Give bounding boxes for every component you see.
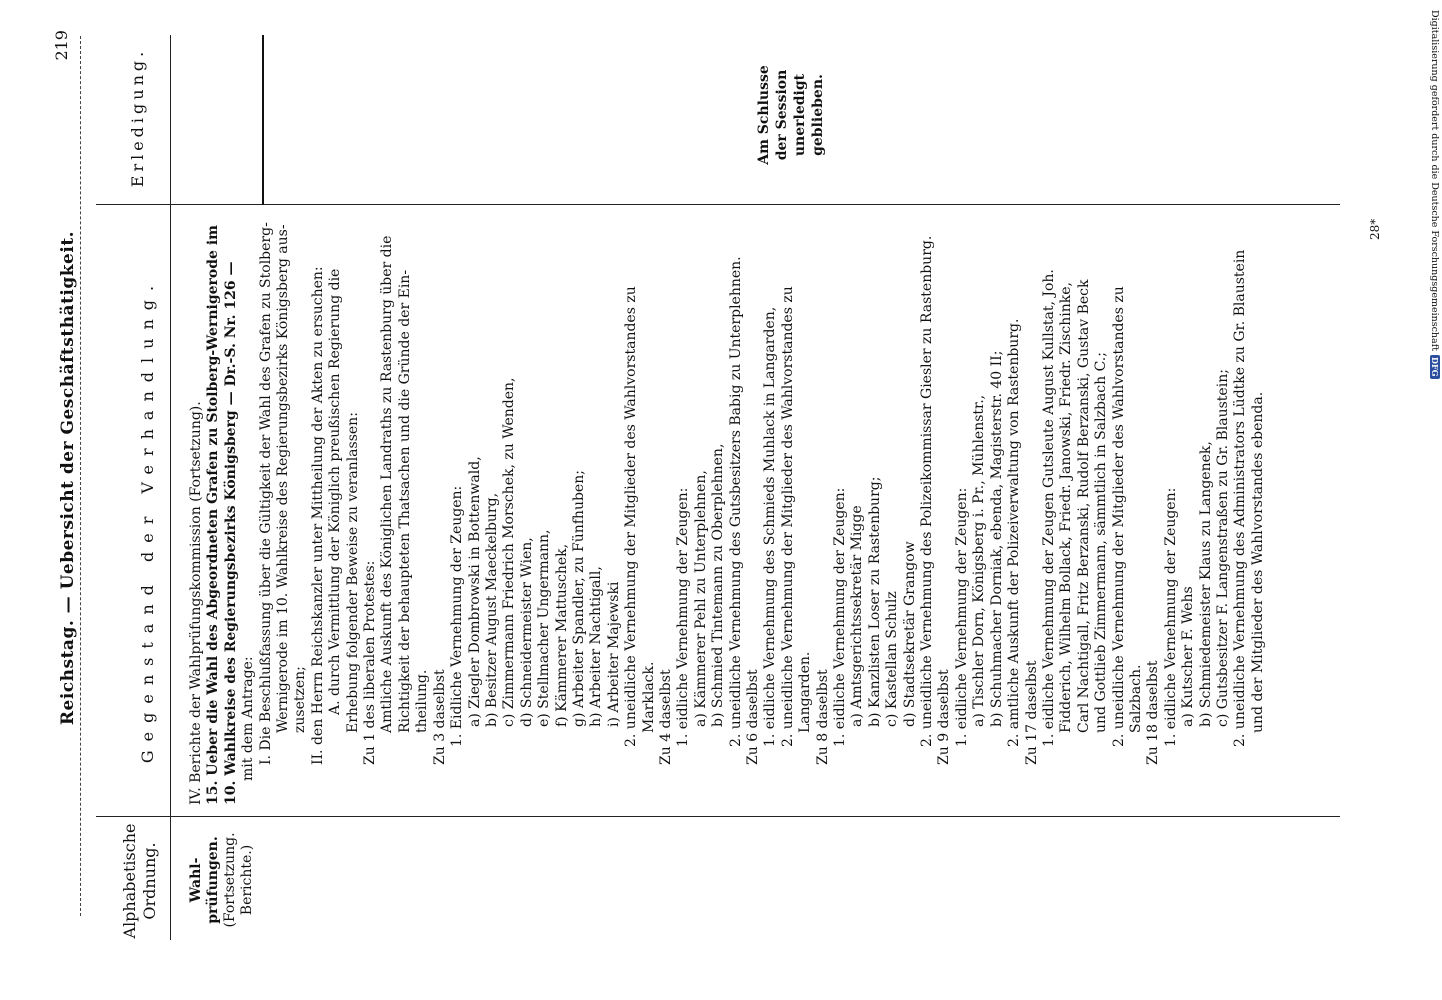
text-line: Salzbach. [1127, 664, 1144, 733]
column-header-right: Erledigung. [128, 47, 147, 188]
text-line: Zu 18 daselbst [1145, 660, 1162, 765]
text-line: Zu 17 daselbst [1023, 660, 1040, 765]
right-entry-line: Am Schlusse [756, 65, 772, 165]
text-line: Marklack. [640, 661, 657, 733]
text-line: c) Kastellan Schulz [884, 591, 901, 727]
text-line: 2. uneidliche Vernehmung des Gutsbesitzers Babig zu Unterplehnen. [727, 256, 744, 747]
page-number: 219 [52, 30, 71, 61]
text-line: 2. uneidliche Vernehmung der Mitglieder des Wahlvorstandes zu [623, 286, 640, 747]
dfg-logo: DFG [1430, 357, 1440, 377]
text-line: 2. uneidliche Vernehmung des Polizeikommissar Giesler zu Rastenburg. [919, 235, 936, 747]
text-line: g) Arbeiter Spandler, zu Fünfhuben; [570, 470, 587, 727]
text-line: b) Schmied Tintemann zu Oberplehnen, [710, 443, 727, 727]
text-line: 2. uneidliche Vernehmung des Administrators Lüdtke zu Gr. Blaustein [1232, 249, 1249, 747]
text-line: 2. amtliche Auskunft der Polizeiverwaltung von Rastenburg. [1006, 318, 1023, 747]
running-head: Reichstag. — Uebersicht der Geschäftsthätigkeit. [58, 230, 78, 726]
left-entry-line: prüfungen. [205, 836, 221, 924]
text-line: 2. uneidliche Vernehmung der Mitglieder des Wahlvorstandes zu [1110, 286, 1127, 747]
right-entry-line: der Session [774, 69, 790, 161]
right-entry-line: geblieben. [810, 74, 826, 156]
alphabetic-entry [188, 820, 256, 940]
proceedings-text [188, 209, 1267, 805]
text-line: Carl Nachtigall, Fritz Berzanski, Rudolf Berzanski, Gustav Beck [1075, 279, 1092, 733]
left-entry-line: (Fortsetzung. [222, 832, 238, 928]
text-line: 1. Eidliche Vernehmung der Zeugen: [449, 485, 466, 747]
text-line: Zu 9 daselbst [936, 669, 953, 765]
text-line: b) Besitzer August Maeckelburg, [483, 492, 500, 727]
column-header-left: Alphabetische Ordnung. [120, 823, 159, 939]
text-line: Erhebung folgender Beweise zu veranlassen: [344, 412, 361, 733]
text-line: 15. Ueber die Wahl des Abgeordneten Grafen zu Stolberg-Wernigerode im [205, 225, 222, 805]
text-line: Richtigkeit der behaupteten Thatsachen und die Gründe der Ein- [396, 269, 413, 733]
text-line: Zu 6 daselbst [745, 669, 761, 765]
text-line: f) Kämmerer Mattuschek, [553, 543, 570, 727]
right-column-rule [96, 204, 1340, 205]
column-header-middle: Gegenstand der Verhandlung. [138, 276, 157, 764]
left-entry-line: Wahl- [188, 857, 204, 903]
text-line: c) Zimmermann Friedrich Morschek, zu Wenden, [501, 377, 518, 727]
text-line: und der Mitglieder des Wahlvorstandes ebenda. [1249, 391, 1266, 733]
digitisation-side-note [1429, 10, 1440, 379]
text-line: Langarden. [797, 651, 814, 733]
text-line: und Gottlieb Zimmermann, sämmtlich in Salzbach C.; [1093, 352, 1110, 733]
text-line: i) Arbeiter Majewski [605, 581, 622, 727]
text-line: mit dem Antrage: [240, 656, 257, 781]
text-line: a) Ziegler Dombrowski in Bottenwald, [466, 456, 483, 727]
text-line: h) Arbeiter Nachtigall, [588, 566, 605, 727]
text-line: a) Kutscher F. Wehs [1180, 586, 1197, 727]
text-line: 1. eidliche Vernehmung der Zeugen: [832, 487, 849, 747]
text-line: a) Kämmerer Pehl zu Unterplehnen, [692, 470, 709, 727]
text-line: I. Die Beschlußfassung über die Gültigkeit der Wahl des Grafen zu Stolberg- [257, 222, 274, 765]
left-column-rule [96, 816, 1340, 817]
text-line: II. den Herrn Reichskanzler unter Mittheilung der Akten zu ersuchen: [309, 266, 326, 765]
settlement-note [755, 45, 827, 185]
text-line: d) Schneidermeister Wien, [518, 537, 535, 727]
header-rule [80, 36, 81, 916]
text-line: e) Stellmacher Ungermann, [536, 529, 553, 727]
text-line: a) Tischler Dorn, Königsberg i. Pr., Mühlenstr., [971, 394, 988, 727]
text-line: 1. eidliche Vernehmung der Zeugen: [953, 487, 970, 747]
text-line: 10. Wahlkreise des Regierungsbezirks Königsberg — Dr.-S. Nr. 126 — [222, 261, 239, 805]
text-line: d) Stadtsekretär Grangow [901, 541, 918, 727]
text-line: Zu 4 daselbst [657, 669, 674, 765]
left-entry-line: Berichte.) [239, 844, 255, 916]
text-line: b) Schuhmacher Dorniak, ebenda, Magisterstr. 40 II; [988, 350, 1005, 727]
side-note-text: Digitalisierung gefördert durch die Deutsche Forschungsgemeinschaft [1429, 10, 1440, 352]
header-divider [170, 35, 171, 940]
text-line: 1. eidliche Vernehmung der Zeugen: [675, 487, 692, 747]
text-line: 2. uneidliche Vernehmung der Mitglieder des Wahlvorstandes zu [779, 286, 796, 747]
text-line: Wernigerode im 10. Wahlkreise des Regierungsbezirks Königsberg aus- [275, 224, 292, 733]
text-line: Amtliche Auskunft des Königlichen Landraths zu Rastenburg über die [379, 235, 396, 733]
right-entry-line: unerledigt [792, 73, 808, 157]
text-line: b) Kanzlisten Loser zu Rastenburg; [866, 476, 883, 727]
text-line: IV. Berichte der Wahlprüfungskommission (Fortsetzung). [188, 401, 204, 805]
text-line: c) Gutsbesitzer F. Langenstraßen zu Gr. Blaustein; [1214, 369, 1231, 727]
text-line: Zu 3 daselbst [431, 669, 448, 765]
margin-number: 28* [1368, 218, 1382, 240]
right-column-marker [262, 35, 264, 205]
text-line: Fidderich, Wilhelm Bollack, Friedr. Janowski, Friedr. Zischinke, [1058, 282, 1075, 733]
text-line: zusetzen; [292, 666, 309, 733]
text-line: Zu 1 des liberalen Protestes: [362, 560, 379, 765]
text-line: 1. eidliche Vernehmung der Zeugen: [1162, 487, 1179, 747]
text-line: A. durch Vermittlung der Königlich preußischen Regierung die [327, 268, 344, 715]
text-line: Zu 8 daselbst [814, 669, 831, 765]
text-line: a) Amtsgerichtssekretär Migge [849, 505, 866, 727]
text-line: b) Schmiedemeister Klaus zu Langenek, [1197, 441, 1214, 727]
text-line: 1. eidliche Vernehmung des Schmieds Muhlack in Langarden, [762, 306, 779, 747]
text-line: theilung. [414, 669, 431, 733]
text-line: 1. eidliche Vernehmung der Zeugen Gutsleute August Kullstat, Joh. [1040, 269, 1057, 747]
